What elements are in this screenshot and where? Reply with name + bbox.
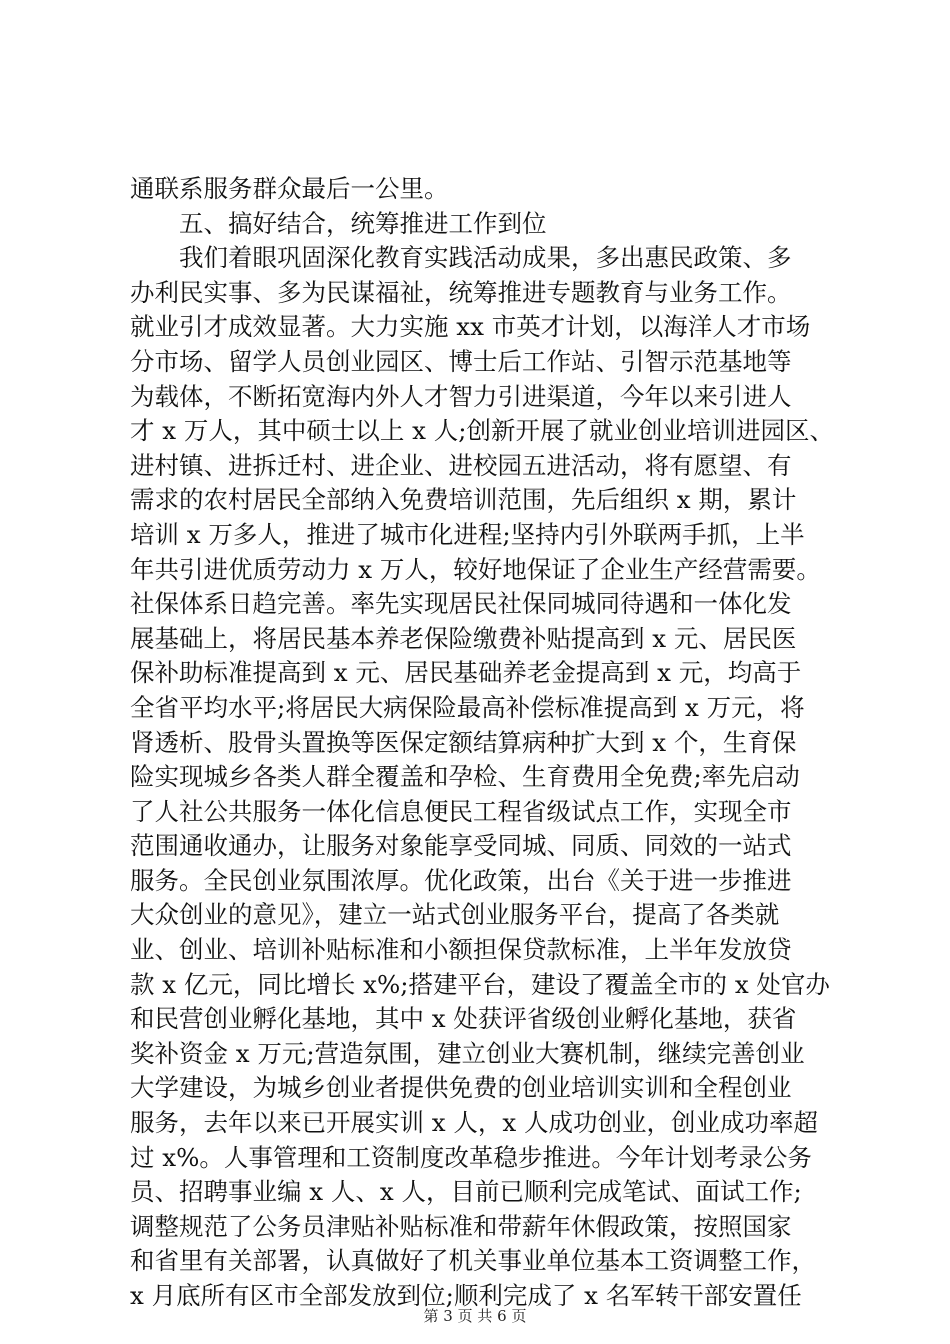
paragraph-line: 就业引才成效显著。大力实施 xx 市英才计划，以海洋人才市场 [130,312,811,342]
body-text [130,172,850,1314]
paragraph-line: 进村镇、进拆迁村、进企业、进校园五进活动，将有愿望、有 [130,450,792,480]
paragraph-line: 员、招聘事业编 x 人、x 人，目前已顺利完成笔试、面试工作; [130,1177,802,1207]
paragraph-line: 奖补资金 x 万元;营造氛围，建立创业大赛机制，继续完善创业 [130,1038,805,1068]
section-heading: 五、搞好结合，统筹推进工作到位 [179,208,547,238]
paragraph-line: 展基础上，将居民基本养老保险缴费补贴提高到 x 元、居民医 [130,623,797,653]
paragraph-line: 过 x%。人事管理和工资制度改革稳步推进。今年计划考录公务 [130,1142,812,1172]
paragraph-line: 才 x 万人，其中硕士以上 x 人;创新开展了就业创业培训进园区、 [130,416,835,446]
paragraph-line: 需求的农村居民全部纳入免费培训范围，先后组织 x 期，累计 [130,485,797,515]
paragraph-line: 分市场、留学人员创业园区、博士后工作站、引智示范基地等 [130,346,792,376]
paragraph-line: 大众创业的意见》，建立一站式创业服务平台，提高了各类就 [130,900,780,930]
paragraph-line: 了人社公共服务一体化信息便民工程省级试点工作，实现全市 [130,796,792,826]
paragraph-line: 办利民实事、多为民谋福祉，统筹推进专题教育与业务工作。 [130,277,792,307]
paragraph-line: 全省平均水平;将居民大病保险最高补偿标准提高到 x 万元，将 [130,692,805,722]
paragraph-line: 服务，去年以来已开展实训 x 人，x 人成功创业，创业成功率超 [130,1108,818,1138]
paragraph-line: 范围通收通办，让服务对象能享受同城、同质、同效的一站式 [130,831,792,861]
paragraph-line: 和民营创业孵化基地，其中 x 处获评省级创业孵化基地，获省 [130,1004,797,1034]
paragraph-line: 保补助标准提高到 x 元、居民基础养老金提高到 x 元，均高于 [130,658,802,688]
paragraph-line: 调整规范了公务员津贴补贴标准和带薪年休假政策，按照国家 [130,1211,792,1241]
paragraph-line: 和省里有关部署，认真做好了机关事业单位基本工资调整工作， [130,1246,816,1276]
paragraph-line: 服务。全民创业氛围浓厚。优化政策，出台《关于进一步推进 [130,865,792,895]
paragraph-line: 肾透析、股骨头置换等医保定额结算病种扩大到 x 个，生育保 [130,727,797,757]
paragraph-line: x 月底所有区市全部发放到位;顺利完成了 x 名军转干部安置任 [130,1281,802,1310]
paragraph-line: 为载体，不断拓宽海内外人才智力引进渠道，今年以来引进人 [130,381,792,411]
paragraph-line: 大学建设，为城乡创业者提供免费的创业培训实训和全程创业 [130,1073,792,1103]
page-footer: 第 3 页 共 6 页 [423,1307,527,1325]
paragraph-line: 年共引进优质劳动力 x 万人，较好地保证了企业生产经营需要。 [130,554,821,584]
paragraph-line: 培训 x 万多人，推进了城市化进程;坚持内引外联两手抓，上半 [130,519,805,549]
paragraph-line: 款 x 亿元，同比增长 x%;搭建平台，建设了覆盖全市的 x 处官办 [130,969,830,999]
paragraph-line: 我们着眼巩固深化教育实践活动成果，多出惠民政策、多 [179,243,792,273]
paragraph-line: 通联系服务群众最后一公里。 [130,174,449,203]
paragraph-line: 业、创业、培训补贴标准和小额担保贷款标准，上半年发放贷 [130,935,792,965]
paragraph-line: 社保体系日趋完善。率先实现居民社保同城同待遇和一体化发 [130,589,792,619]
paragraph-line: 险实现城乡各类人群全覆盖和孕检、生育费用全免费;率先启动 [130,762,800,792]
